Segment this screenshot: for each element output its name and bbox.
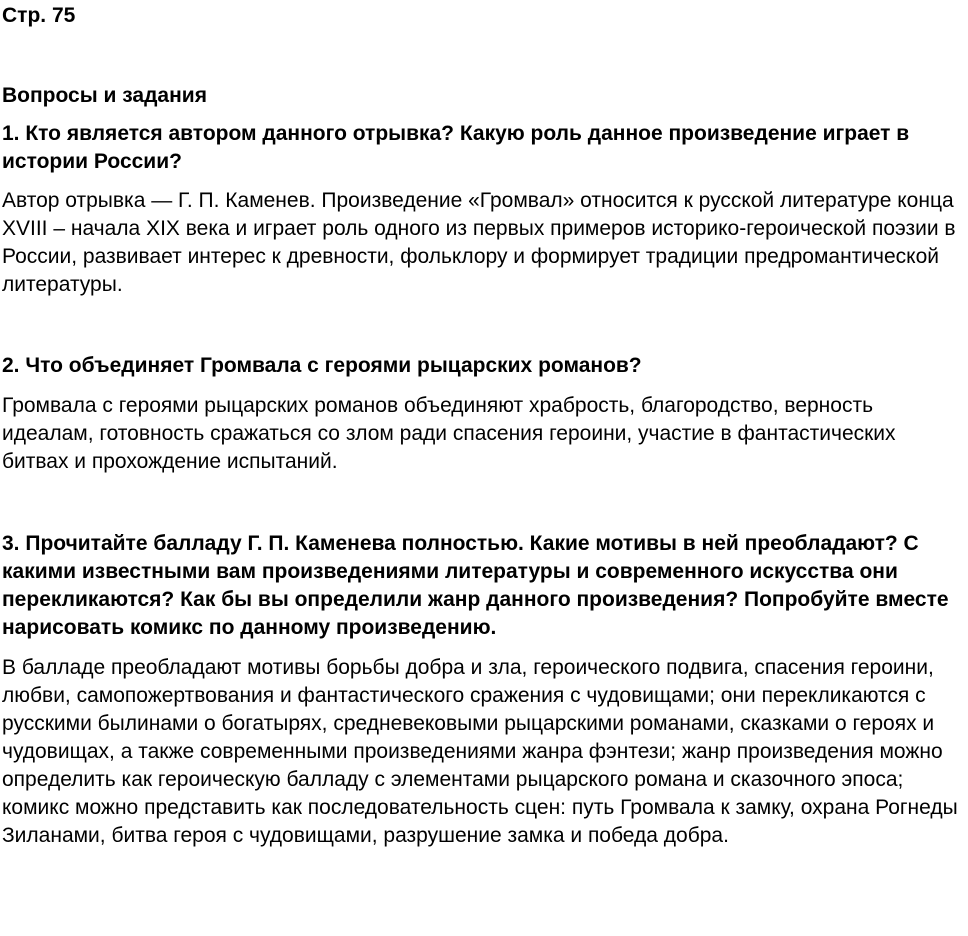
answer-1: Автор отрывка — Г. П. Каменев. Произведение «Громвал» относится к русской литературе конца XVIII – начала XIX века и играет роль одного из первых примеров историко-героической поэзии в России, развивает интерес к древности, фольклору и формирует традиции предромантической литературы. <box>2 189 956 296</box>
question-1: 1. Кто является автором данного отрывка? Какую роль данное произведение играет в истории России? <box>2 122 910 173</box>
qa-block-2 <box>2 352 962 476</box>
answer-3: В балладе преобладают мотивы борьбы добра и зла, героического подвига, спасения героини, любви, самопожертвования и фантастического сражения с чудовищами; они перекликаются с русскими былинами о богатырях, средневековыми рыцарскими романами, сказками о героях и чудовищах, а также современными произведениями жанра фэнтези; жанр произведения можно определить как героическую балладу с элементами рыцарского романа и сказочного эпоса; комикс можно представить как последовательность сцен: путь Громвала к замку, охрана Рогнеды Зиланами, битва героя с чудовищами, разрушение замка и победа добра. <box>2 656 958 847</box>
page-number: Стр. 75 <box>2 4 76 27</box>
section-title: Вопросы и задания <box>2 84 207 107</box>
qa-block-1 <box>2 120 962 299</box>
question-3: 3. Прочитайте балладу Г. П. Каменева полностью. Какие мотивы в ней преобладают? С какими известными вам произведениями литературы и современного искусства они перекликаются? Как бы вы определили жанр данного произведения? Попробуйте вместе нарисовать комикс по данному произведению. <box>2 532 949 639</box>
qa-block-3 <box>2 530 962 850</box>
question-2: 2. Что объединяет Громвала с героями рыцарских романов? <box>2 354 642 377</box>
answer-2: Громвала с героями рыцарских романов объединяют храбрость, благородство, верность идеалам, готовность сражаться со злом ради спасения героини, участие в фантастических битвах и прохождение испытаний. <box>2 394 896 473</box>
